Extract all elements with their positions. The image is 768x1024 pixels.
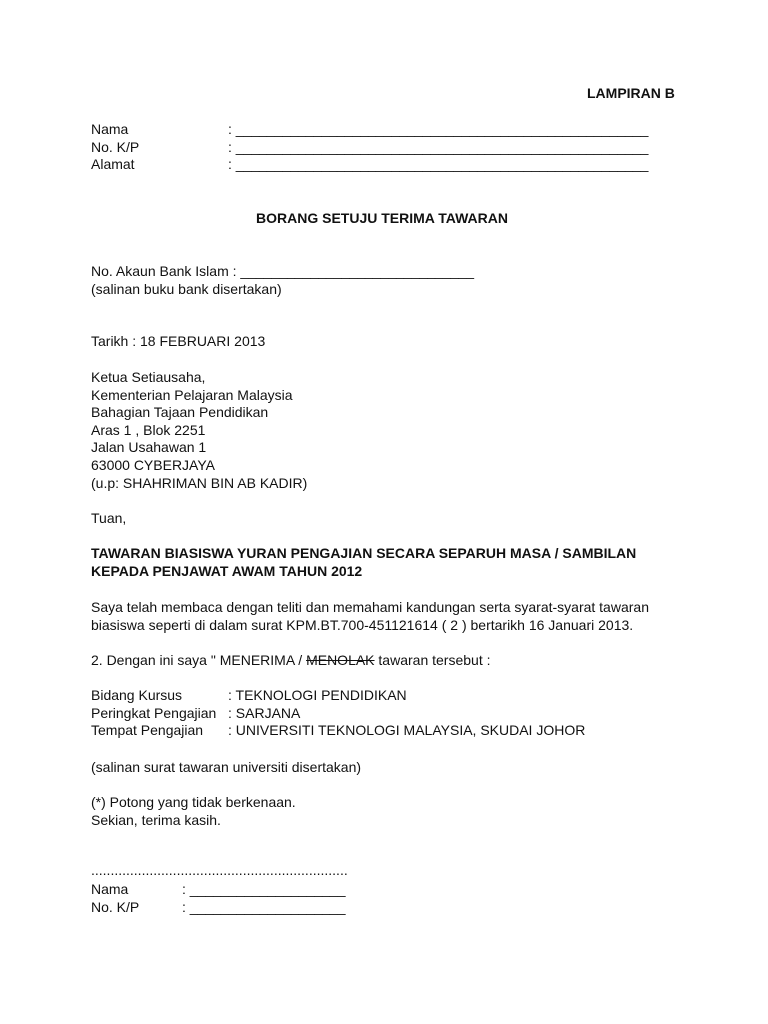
salutation: Tuan, <box>91 510 127 526</box>
header-field-address <box>91 156 651 174</box>
closing-line: Sekian, terima kasih. <box>91 811 221 828</box>
signature-field-name <box>91 881 391 899</box>
field-label: Alamat <box>91 156 135 173</box>
recipient-line: Kementerian Pelajaran Malaysia <box>91 386 293 403</box>
paragraph-line: Saya telah membaca dengan teliti dan memahami kandungan serta syarat-syarat tawaran <box>91 599 649 615</box>
paragraph-2-prefix: 2. Dengan ini saya " MENERIMA / <box>91 652 307 668</box>
field-label: Nama <box>91 881 129 897</box>
field-value: : TEKNOLOGI PENDIDIKAN <box>228 687 407 703</box>
field-value: : SARJANA <box>228 704 301 721</box>
signature-field-ic <box>91 899 391 917</box>
field-label: Bidang Kursus <box>91 687 183 703</box>
recipient-line: (u.p: SHAHRIMAN BIN AB KADIR) <box>91 474 308 491</box>
subject-heading <box>91 545 636 580</box>
course-fields <box>91 687 651 740</box>
paragraph-2 <box>91 652 490 670</box>
closing <box>91 794 296 829</box>
offer-letter-note: (salinan surat tawaran universiti disertakan) <box>91 759 362 775</box>
header-field-ic <box>91 139 651 157</box>
recipient-address <box>91 369 307 492</box>
recipient-line: 63000 CYBERJAYA <box>91 456 215 473</box>
header-field-name <box>91 121 651 139</box>
subject-line: KEPADA PENJAWAT AWAM TAHUN 2012 <box>91 562 363 579</box>
signature-fields <box>91 881 391 916</box>
paragraph-line: biasiswa seperti di dalam surat KPM.BT.700-451121614 ( 2 ) bertarikh 16 Januari 2013. <box>91 616 634 633</box>
field-value: : UNIVERSITI TEKNOLOGI MALAYSIA, SKUDAI JOHOR <box>228 722 586 739</box>
recipient-line: Jalan Usahawan 1 <box>91 439 207 456</box>
recipient-line: Aras 1 , Blok 2251 <box>91 421 206 438</box>
field-value: : ____________________ <box>182 881 346 897</box>
field-label: Peringkat Pengajian <box>91 704 217 721</box>
header-fields <box>91 121 651 174</box>
field-value: : _____________________________________________________ <box>228 156 649 173</box>
bank-account-note: (salinan buku bank disertakan) <box>91 281 282 297</box>
date-line: Tarikh : 18 FEBRUARI 2013 <box>91 333 266 349</box>
closing-line: (*) Potong yang tidak berkenaan. <box>91 794 296 810</box>
field-value: : ____________________ <box>182 898 346 915</box>
field-label: No. K/P <box>91 138 140 155</box>
field-label: Tempat Pengajian <box>91 722 204 739</box>
field-value: : _____________________________________________________ <box>228 121 649 137</box>
struck-option: MENOLAK <box>306 652 375 668</box>
subject-line: TAWARAN BIASISWA YURAN PENGAJIAN SECARA SEPARUH MASA / SAMBILAN <box>91 545 637 561</box>
recipient-line: Ketua Setiausaha, <box>91 369 206 385</box>
paragraph-2-suffix: tawaran tersebut : <box>374 652 491 668</box>
field-label: Nama <box>91 121 129 137</box>
course-field-level <box>91 705 651 723</box>
form-title: BORANG SETUJU TERIMA TAWARAN <box>256 210 508 226</box>
course-field-field <box>91 687 651 705</box>
field-value: : _____________________________________________________ <box>228 138 649 155</box>
recipient-line: Bahagian Tajaan Pendidikan <box>91 404 269 421</box>
paragraph-1 <box>91 599 649 634</box>
bank-account-line: No. Akaun Bank Islam : ______________________________ <box>91 263 474 279</box>
course-field-place <box>91 722 651 740</box>
field-label: No. K/P <box>91 898 140 915</box>
appendix-label: LAMPIRAN B <box>587 85 675 101</box>
signature-line: .................................................................. <box>91 862 348 878</box>
